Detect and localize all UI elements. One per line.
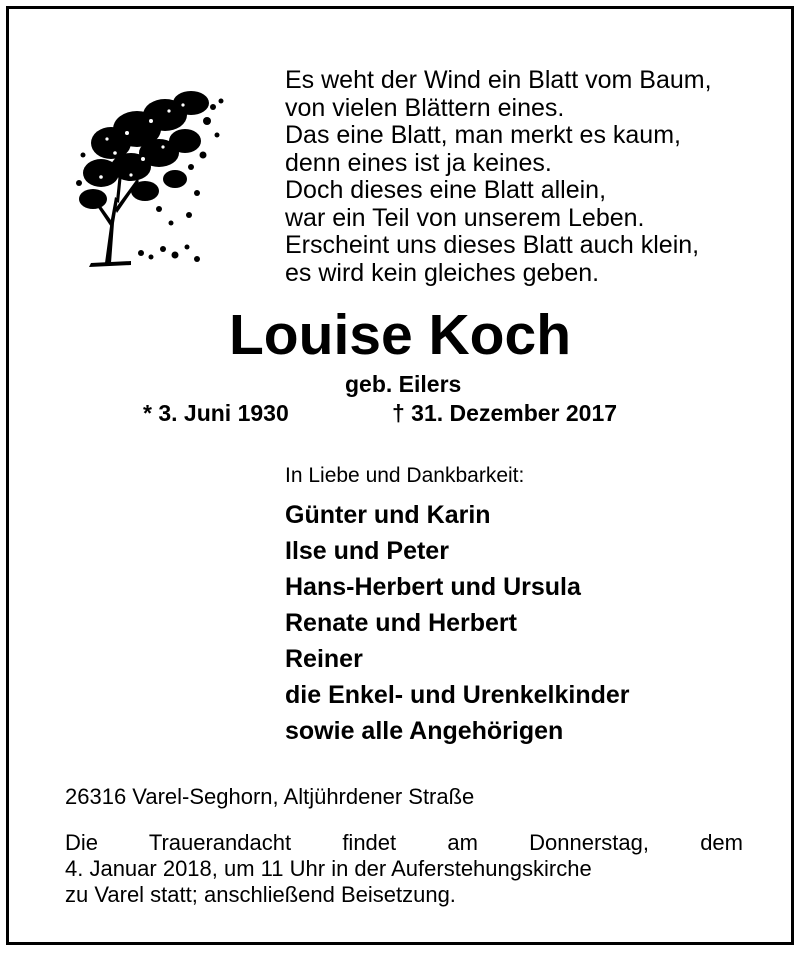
mourner-name: Ilse und Peter	[285, 537, 449, 565]
service-line: Die Trauerandacht findet am Donnerstag, dem	[65, 830, 743, 855]
service-line: zu Varel statt; anschließend Beisetzung.	[65, 882, 456, 907]
mourner-name: Günter und Karin	[285, 501, 491, 529]
poem-line: Es weht der Wind ein Blatt vom Baum,	[285, 66, 712, 94]
mourner-name: Reiner	[285, 645, 363, 673]
obituary-notice	[6, 6, 794, 945]
poem	[285, 67, 712, 287]
birth-date: * 3. Juni 1930	[143, 400, 289, 426]
poem-line: Das eine Blatt, man merkt es kaum,	[285, 121, 681, 149]
mourner-name: Hans-Herbert und Ursula	[285, 573, 581, 601]
mourner-name: Renate und Herbert	[285, 609, 517, 637]
poem-line: es wird kein gleiches geben.	[285, 258, 600, 287]
mourners-list	[285, 497, 630, 749]
mourner-name: sowie alle Angehörigen	[285, 717, 564, 745]
poem-line: von vielen Blättern eines.	[285, 93, 565, 122]
poem-line: Erscheint uns dieses Blatt auch klein,	[285, 231, 700, 259]
poem-line: war ein Teil von unserem Leben.	[285, 203, 645, 232]
death-date: † 31. Dezember 2017	[392, 400, 618, 426]
service-info	[65, 830, 743, 908]
service-line: 4. Januar 2018, um 11 Uhr in der Auferstehungskirche	[65, 856, 592, 881]
address: 26316 Varel-Seghorn, Altjührdener Straße	[65, 784, 475, 809]
deceased-name: Louise Koch	[228, 303, 572, 367]
mourning-intro: In Liebe und Dankbarkeit:	[285, 464, 525, 487]
tree-icon	[71, 83, 231, 271]
poem-line: denn eines ist ja keines.	[285, 148, 552, 177]
poem-line: Doch dieses eine Blatt allein,	[285, 176, 607, 204]
mourner-name: die Enkel- und Urenkelkinder	[285, 681, 630, 709]
birth-name: geb. Eilers	[345, 371, 462, 397]
